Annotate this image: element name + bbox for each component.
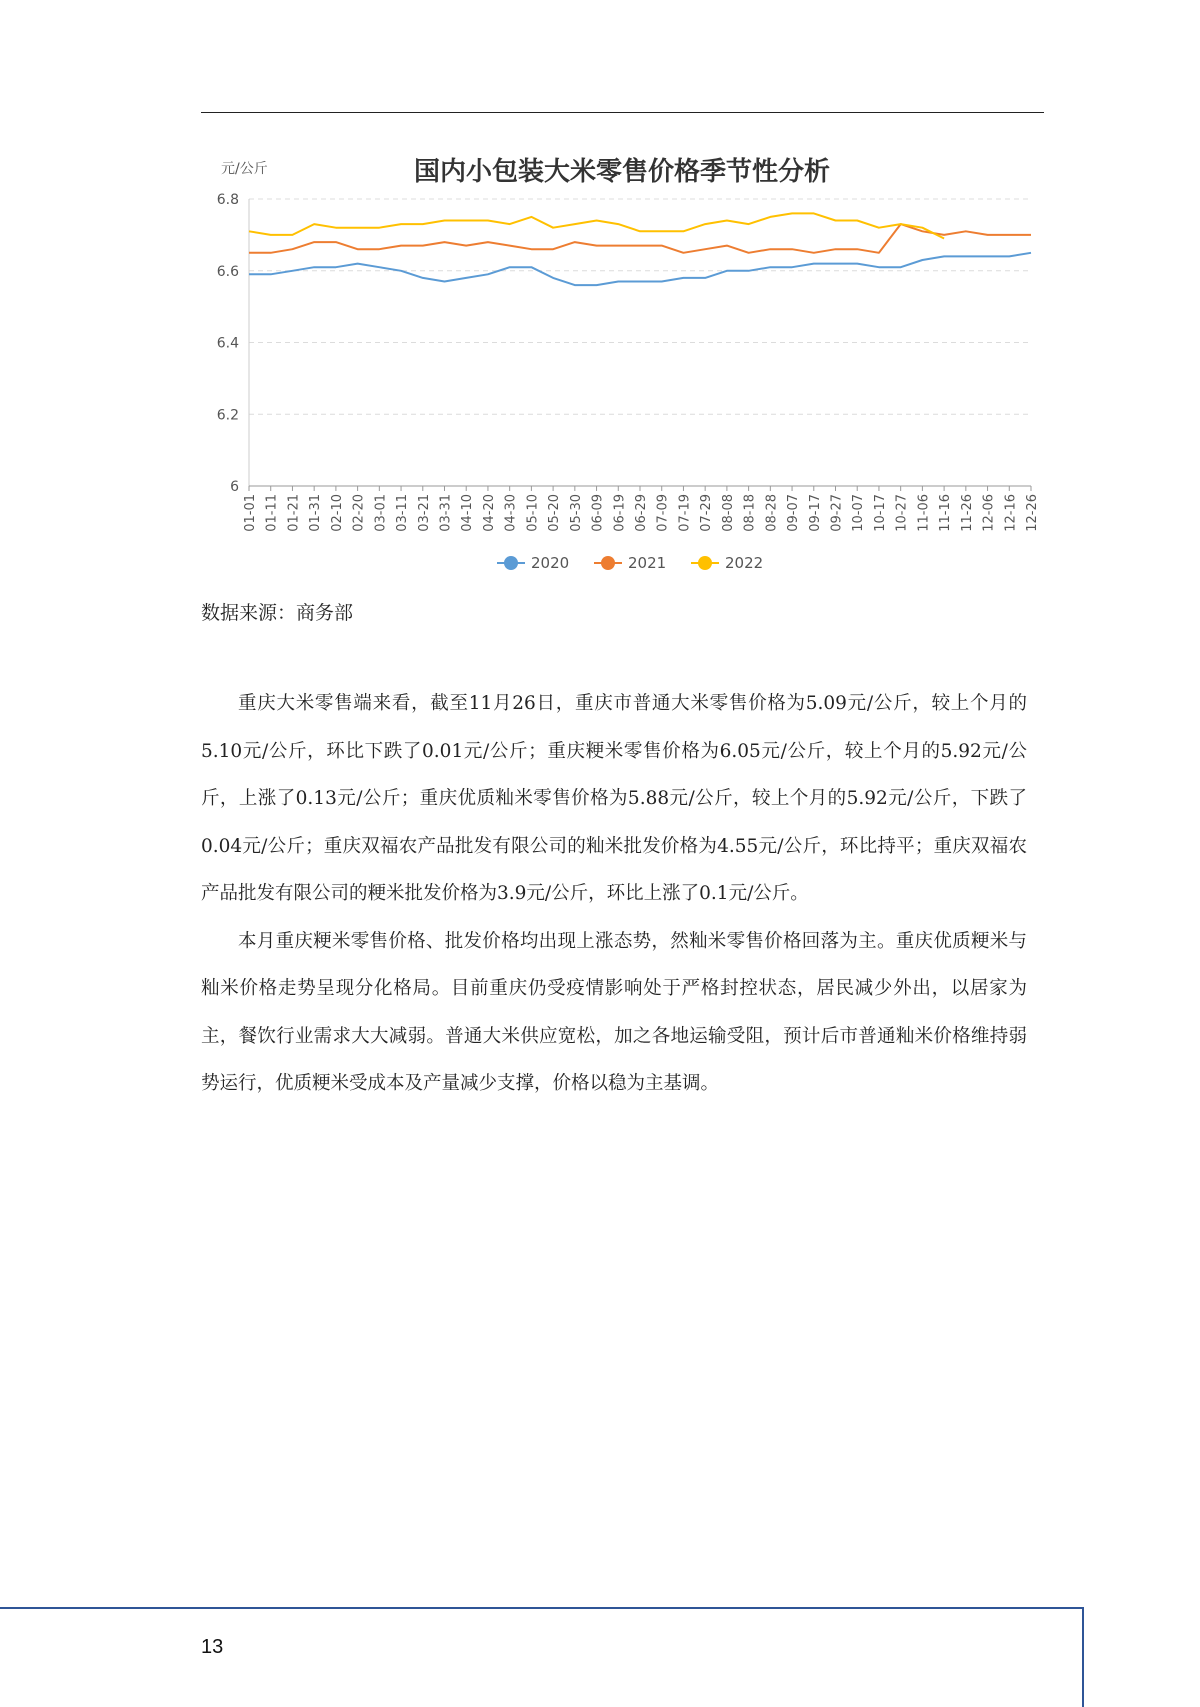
- series-line-2022: [249, 213, 944, 238]
- x-tick-label: 06-19: [612, 494, 628, 532]
- x-tick-label: 03-11: [395, 494, 411, 532]
- legend: [497, 554, 763, 572]
- x-tick-label: 02-20: [351, 494, 367, 532]
- x-tick-label: 01-31: [308, 494, 324, 532]
- data-source-caption: 数据来源：商务部: [201, 602, 354, 624]
- x-tick-label: 07-19: [677, 494, 693, 532]
- x-tick-label: 11-26: [959, 494, 975, 532]
- x-tick-label: 12-16: [1003, 494, 1019, 532]
- y-tick-label: 6.6: [216, 263, 239, 280]
- footer-frame: [0, 1607, 1084, 1707]
- legend-label-2021: 2021: [628, 554, 667, 572]
- legend-marker-2020: [504, 556, 518, 570]
- series-layer: [249, 213, 1031, 285]
- x-tick-label: 04-10: [460, 494, 476, 532]
- body-text: [201, 680, 1027, 1108]
- x-tick-label: 07-09: [655, 494, 671, 532]
- x-tick-label: 09-17: [807, 494, 823, 532]
- y-tick-label: 6: [230, 479, 239, 495]
- x-tick-label: 04-20: [481, 494, 497, 532]
- legend-marker-2022: [698, 556, 712, 570]
- x-tick-label: 05-20: [547, 494, 563, 532]
- x-tick-label: 12-26: [1025, 494, 1040, 532]
- grid-layer: [249, 199, 1031, 486]
- legend-label-2022: 2022: [725, 554, 764, 572]
- rice-price-chart: [201, 142, 1044, 582]
- y-axis-unit-label: 元/公斤: [221, 161, 268, 177]
- x-tick-label: 07-29: [699, 494, 715, 532]
- page-number: 13: [201, 1636, 224, 1658]
- x-tick-label: 01-21: [286, 494, 302, 532]
- x-tick-label: 04-30: [503, 494, 519, 532]
- legend-marker-2021: [601, 556, 615, 570]
- chart-title: 国内小包装大米零售价格季节性分析: [413, 157, 831, 187]
- x-tick-label: 11-16: [938, 494, 954, 532]
- y-tick-label: 6.2: [216, 407, 239, 424]
- x-tick-label: 01-11: [264, 494, 280, 532]
- x-tick-label: 02-10: [329, 494, 345, 532]
- x-tick-label: 10-17: [872, 494, 888, 532]
- x-tick-label: 08-28: [764, 494, 780, 532]
- chart-canvas: [201, 142, 1044, 582]
- series-line-2020: [249, 253, 1031, 285]
- x-tick-label: 03-21: [416, 494, 432, 532]
- paragraph: 重庆大米零售端来看，截至11月26日，重庆市普通大米零售价格为5.09元/公斤，较上个月的5.10元/公斤，环比下跌了0.01元/公斤；重庆粳米零售价格为6.05元/公斤，较上个月的5.92元/公斤，上涨了0.13元/公斤；重庆优质籼米零售价格为5.88元/公斤，较上个月的5.92元/公斤，下跌了0.04元/公斤；重庆双福农产品批发有限公司的籼米批发价格为4.55元/公斤，环比持平；重庆双福农产品批发有限公司的粳米批发价格为3.9元/公斤，环比上涨了0.1元/公斤。: [201, 693, 1027, 904]
- x-tick-label: 06-29: [634, 494, 649, 532]
- x-tick-label: 09-07: [786, 494, 802, 532]
- header-rule: [201, 112, 1044, 113]
- legend-label-2020: 2020: [531, 554, 570, 572]
- x-tick-label: 06-09: [590, 494, 606, 532]
- x-tick-label: 03-01: [373, 494, 389, 532]
- y-tick-label: 6.4: [216, 335, 239, 352]
- x-tick-label: 03-31: [438, 494, 454, 532]
- x-tick-label: 05-10: [525, 494, 541, 532]
- x-tick-label: 08-08: [720, 494, 736, 532]
- x-tick-label: 10-27: [894, 494, 910, 532]
- x-tick-label: 11-06: [916, 494, 932, 532]
- x-tick-label: 12-06: [981, 494, 997, 532]
- x-tick-label: 08-18: [742, 494, 758, 532]
- x-tick-label: 01-01: [243, 494, 258, 532]
- paragraph: 本月重庆粳米零售价格、批发价格均出现上涨态势，然籼米零售价格回落为主。重庆优质粳米与籼米价格走势呈现分化格局。目前重庆仍受疫情影响处于严格封控状态，居民减少外出，以居家为主，餐饮行业需求大大减弱。普通大米供应宽松，加之各地运输受阻，预计后市普通籼米价格维持弱势运行，优质粳米受成本及产量减少支撑，价格以稳为主基调。: [201, 930, 1027, 1094]
- x-tick-label: 10-07: [851, 494, 867, 532]
- y-tick-label: 6.8: [216, 192, 239, 208]
- x-tick-label: 09-27: [829, 494, 845, 532]
- x-tick-label: 05-30: [568, 494, 584, 532]
